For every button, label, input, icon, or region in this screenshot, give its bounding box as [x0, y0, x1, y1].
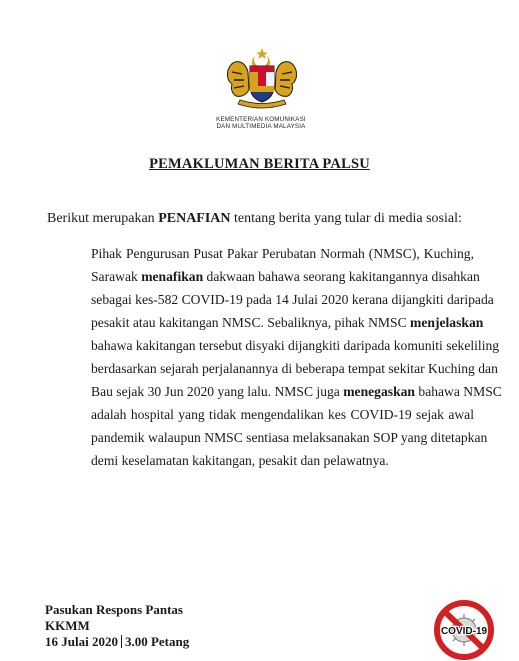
signature-time: 3.00 Petang	[124, 634, 190, 649]
body-line: berdasarkan sejarah perjalanannya di beberapa tempat sekitar Kuching dan	[91, 361, 498, 376]
body-text: dakwaan bahawa seorang kakitangannya disahkan	[203, 269, 480, 284]
badge-label: COVID-19	[440, 626, 488, 637]
signature-team: Pasukan Respons Pantas	[45, 602, 183, 617]
ministry-name	[196, 116, 326, 131]
divider	[121, 635, 122, 648]
intro-paragraph	[47, 211, 462, 227]
no-covid-badge	[430, 598, 498, 661]
body-keyword: menegaskan	[343, 384, 415, 399]
signature-date: 16 Julai 2020	[45, 634, 118, 649]
body-line: Pihak Pengurusan Pusat Pakar Perubatan Normah (NMSC), Kuching,	[91, 246, 474, 261]
signature-datetime	[45, 634, 189, 650]
body-text: bahawa NMSC	[415, 384, 502, 399]
statement-body	[91, 242, 502, 472]
body-line	[91, 311, 484, 334]
signature-block	[45, 602, 189, 650]
body-line: adalah hospital yang tidak mengendalikan kes COVID-19 sejak awal	[91, 407, 474, 422]
body-line: pandemik walaupun NMSC sentiasa melaksanakan SOP yang ditetapkan	[91, 430, 488, 445]
body-keyword: menjelaskan	[410, 315, 484, 330]
body-keyword: menafikan	[141, 269, 204, 284]
body-line: demi keselamatan kakitangan, pesakit dan pelawatnya.	[91, 453, 389, 468]
ministry-name-line1: KEMENTERIAN KOMUNIKASI	[216, 116, 306, 123]
body-line: sebagai kes-582 COVID-19 pada 14 Julai 2020 kerana dijangkiti daripada	[91, 292, 494, 307]
page-title: PEMAKLUMAN BERITA PALSU	[149, 156, 370, 172]
ministry-name-line2: DAN MULTIMEDIA MALAYSIA	[216, 123, 306, 131]
body-line	[91, 380, 502, 403]
intro-text-before: Berikut merupakan	[47, 211, 159, 226]
body-text: Bau sejak 30 Jun 2020 yang lalu. NMSC juga	[91, 384, 344, 399]
body-line: bahawa kakitangan tersebut disyaki dijangkiti daripada komuniti sekeliling	[91, 338, 500, 353]
body-line	[91, 265, 480, 288]
intro-disclaimer-keyword: PENAFIAN	[158, 211, 231, 226]
body-text: Sarawak	[91, 269, 142, 284]
signature-org: KKMM	[45, 618, 90, 633]
intro-text-after: tentang berita yang tular di media sosial:	[230, 211, 462, 226]
coat-of-arms-logo	[222, 46, 302, 114]
body-text: pesakit atau kakitangan NMSC. Sebaliknya, pihak NMSC	[91, 315, 411, 330]
